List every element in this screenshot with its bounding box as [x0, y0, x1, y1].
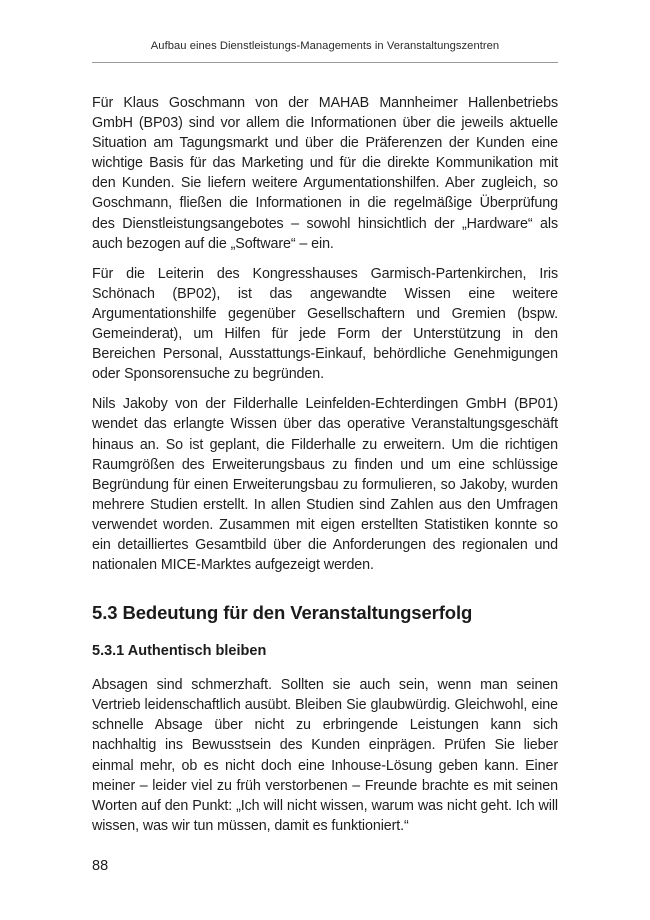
paragraph-jakoby: Nils Jakoby von der Filderhalle Leinfelden-Echterdingen GmbH (BP01) wendet das erlangte Wissen über das operative Veranstaltungsgeschäft hinaus an. So ist geplant, die Filderhalle zu erweitern. Um die richtigen Raumgrößen des Erweiterungsbaus zu finden und um eine schlüssige Begründung für einen Erweiterungsbau zu formulieren, so Jakoby, wurden mehrere Studien erstellt. In allen Studien sind Zahlen aus den Umfragen verwendet worden. Zusammen mit eigen erstellten Statistiken konnte so ein detailliertes Gesamtbild über die Anforderungen des regionalen und nationalen MICE-Marktes aufgezeigt werden. — [92, 396, 558, 574]
page-number: 88 — [92, 858, 109, 874]
paragraph-schoenach: Für die Leiterin des Kongresshauses Garmisch-Partenkirchen, Iris Schönach (BP02), ist das angewandte Wissen eine weitere Argumentationshilfe gegenüber Gesellschaftern und Gremien (bspw. Gemeinderat), um Hilfen für jede Form der Unterstützung in den Bereichen Personal, Ausstattungs-Einkauf, behördliche Genehmigungen oder Sponsorensuche zu begründen. — [92, 265, 558, 383]
running-header: Aufbau eines Dienstleistungs-Managements in Veranstaltungszentren — [150, 40, 500, 52]
paragraph-goschmann: Für Klaus Goschmann von der MAHAB Mannheimer Hallenbetriebs GmbH (BP03) sind vor allem die Informationen über die jeweils aktuelle Situation am Tagungsmarkt und über die Präferenzen der Kunden eine wichtige Basis für das Marketing und für die direkte Kommunikation mit den Kunden. Sie liefern weitere Argumentationshilfen. Aber zugleich, so Goschmann, fließen die Informationen in die regelmäßige Überprüfung des Dienstleistungsangebotes – sowohl hinsichtlich der „Hardware“ als auch bezogen auf die „Software“ – ein. — [92, 95, 558, 252]
header-rule — [92, 62, 558, 63]
body-text — [92, 93, 558, 846]
paragraph-authentisch: Absagen sind schmerzhaft. Sollten sie auch sein, wenn man seinen Vertrieb leidenschaftlich ausübt. Bleiben Sie glaubwürdig. Gleichwohl, eine schnelle Absage über nicht zu erbringende Leistungen kann sich nachhaltig ins Bewusstsein des Kunden einprägen. Prüfen Sie lieber einmal mehr, ob es nicht doch eine Inhouse-Lösung geben kann. Einer meiner – leider viel zu früh verstorbenen – Freunde brachte es mit seinen Worten auf den Punkt: „Ich will nicht wissen, warum was nicht geht. Ich will wissen, was wir tun müssen, damit es funktioniert.“ — [92, 677, 558, 834]
section-heading: 5.3 Bedeutung für den Veranstaltungserfolg — [92, 602, 473, 624]
subsection-heading: 5.3.1 Authentisch bleiben — [92, 643, 267, 660]
